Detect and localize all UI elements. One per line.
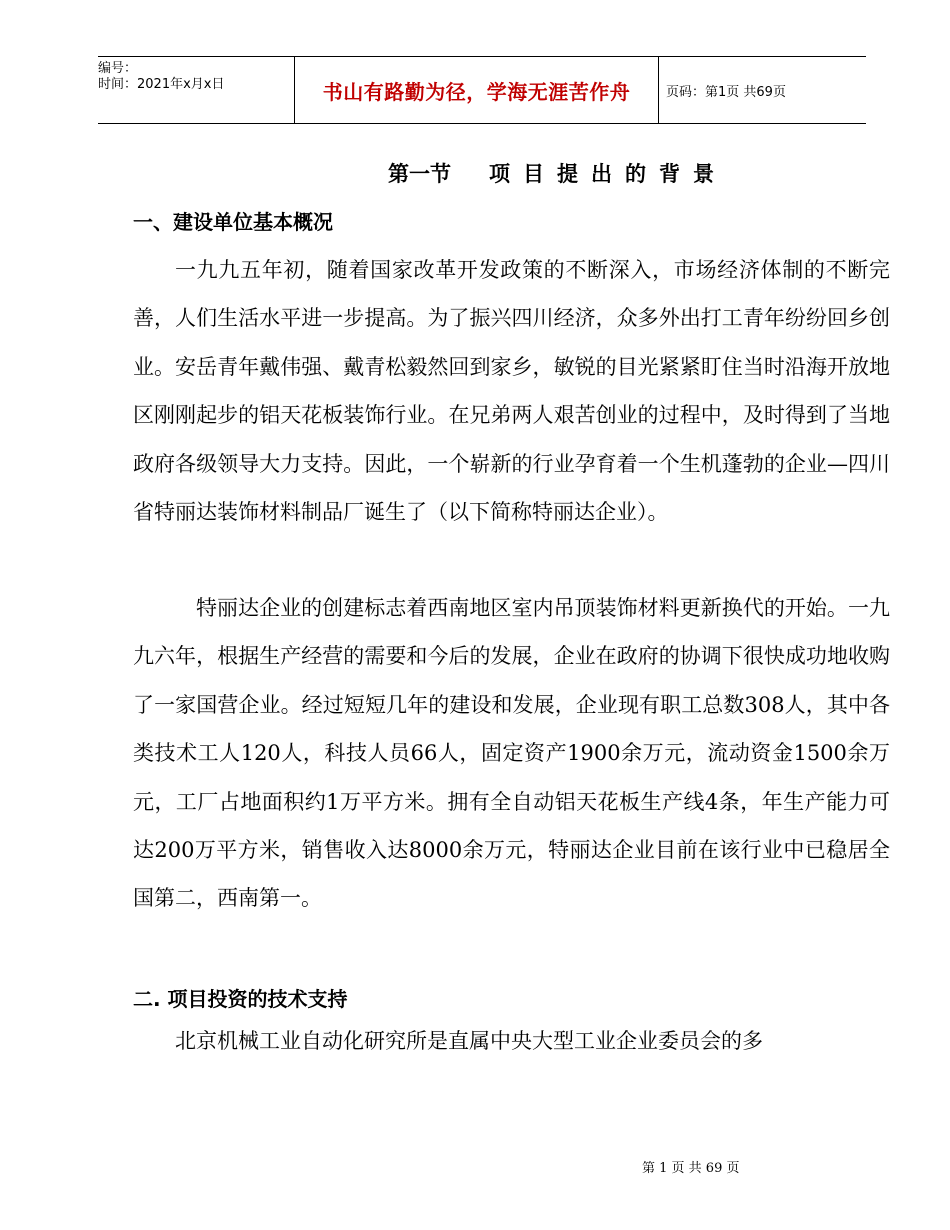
- time-label: 时间：2021年x月x日: [98, 77, 225, 92]
- paragraph-3: 北京机械工业自动化研究所是直属中央大型工业企业委员会的多: [175, 1029, 763, 1053]
- page-title: [388, 158, 727, 188]
- number-label: 编号：: [98, 61, 138, 76]
- header-motto-cell: [294, 57, 659, 123]
- heading-section-2: 二. 项目投资的技术支持: [133, 987, 348, 1011]
- motto: 书山有路勤为径，学海无涯苦作舟: [322, 79, 631, 104]
- paragraph-2: 特丽达企业的创建标志着西南地区室内吊顶装饰材料更新换代的开始。一九九六年，根据生产经营的需要和今后的发展，企业在政府的协调下很快成功地收购了一家国营企业。经过短短几年的建设和发展，企业现有职工总数308人，其中各类技术工人120人，科技人员66人，固定资产1900余万元，流动资金1500余万元，工厂占地面积约1万平方米。拥有全自动铝天花板生产线4条，年生产能力可达200万平方米，销售收入达8000余万元，特丽达企业目前在该行业中已稳居全国第二，西南第一。: [133, 596, 890, 911]
- page-code: 页码：第1页 共69页: [666, 84, 786, 100]
- page-footer: 第 1 页 共 69 页: [642, 1161, 740, 1176]
- section-number: 第一节: [388, 162, 451, 186]
- section-title: 项目提出的背景: [489, 162, 727, 186]
- header-meta: [98, 57, 294, 123]
- header-table: [98, 56, 866, 124]
- paragraph-1: 一九九五年初，随着国家改革开发政策的不断深入，市场经济体制的不断完善，人们生活水平进一步提高。为了振兴四川经济，众多外出打工青年纷纷回乡创业。安岳青年戴伟强、戴青松毅然回到家乡，敏锐的目光紧紧盯住当时沿海开放地区刚刚起步的铝天花板装饰行业。在兄弟两人艰苦创业的过程中，及时得到了当地政府各级领导大力支持。因此，一个崭新的行业孕育着一个生机蓬勃的企业—四川省特丽达装饰材料制品厂诞生了（以下简称特丽达企业）。: [133, 258, 890, 525]
- heading-section-1: 一、建设单位基本概况: [133, 210, 333, 234]
- header-page-cell: [658, 57, 874, 123]
